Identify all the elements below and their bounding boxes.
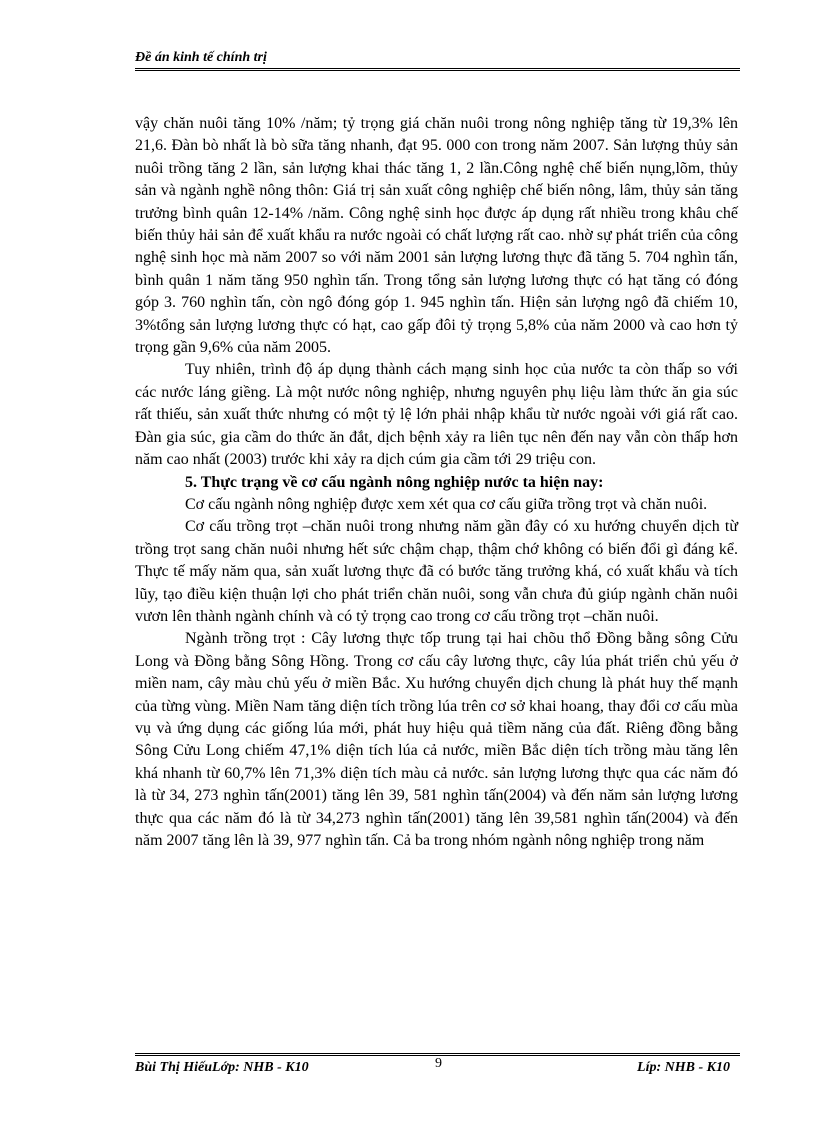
page-footer bbox=[135, 1053, 740, 1077]
document-body bbox=[135, 113, 738, 852]
section-paragraph-1: Cơ cấu ngành nông nghiệp được xem xét qua cơ cấu giữa trồng trọt và chăn nuôi. bbox=[185, 495, 708, 513]
header-title: Đề án kinh tế chính trị bbox=[135, 50, 267, 65]
body-paragraph-1: vậy chăn nuôi tăng 10% /năm; tỷ trọng giá chăn nuôi trong nông nghiệp tăng từ 19,3% lên 21,6. Đàn bò nhất là bò sữa tăng nhanh, đạt 95. 000 con trong năm 2007. Sản lượng thủy sản nuôi trồng tăng 2 lần, sản lượng khai thác tăng 1, 2 lần.Công nghệ chế biến nụng,lõm, thủy sản và ngành nghề nông thôn: Giá trị sản xuất công nghiệp chế biến nông, lâm, thủy sản tăng trưởng bình quân 12-14% /năm. Công nghệ sinh học được áp dụng rất nhiều trong khâu chế biến thủy hải sản để xuất khẩu ra nước ngoài có chất lượng rất cao. nhờ sự phát triển của công nghệ sinh học mà năm 2007 so với năm 2001 sản lượng lương thực đã tăng 5. 704 nghìn tấn, bình quân 1 năm tăng 950 nghìn tấn. Trong tổng sản lượng lương thực có hạt tăng có đóng góp 3. 760 nghìn tấn, còn ngô đóng góp 1. 945 nghìn tấn. Hiện sản lượng ngô đã chiếm 10, 3%tổng sản lượng lương thực có hạt, cao gấp đôi tỷ trọng 5,8% của năm 2000 và cao hơn tỷ trọng gần 9,6% của năm 2005. bbox=[135, 115, 738, 357]
section-paragraph-2: Cơ cấu trồng trọt –chăn nuôi trong nhưng năm gần đây có xu hướng chuyển dịch từ trồng trọt sang chăn nuôi nhưng hết sức chậm chạp, thậm chớ không có biến đổi gì đáng kể. Thực tế mấy năm qua, sản xuất lương thực đã có bước tăng trưởng khá, có xuất khẩu và tích lũy, tạo điều kiện thuận lợi cho phát triển chăn nuôi, song vẫn chưa đủ giúp ngành chăn nuôi vươn lên thành ngành chính và có tỷ trọng cao trong cơ cấu trồng trọt –chăn nuôi. bbox=[135, 518, 738, 625]
header-rule bbox=[135, 68, 740, 71]
section-heading: 5. Thực trạng về cơ cấu ngành nông nghiệp nước ta hiện nay: bbox=[185, 473, 604, 491]
body-paragraph-2: Tuy nhiên, trình độ áp dụng thành cách mạng sinh học của nước ta còn thấp so với các nước láng giềng. Là một nước nông nghiệp, nhưng nguyên phụ liệu làm thức ăn gia súc rất thiếu, sản xuất thức nhưng có một tỷ lệ lớn phải nhập khẩu từ nước ngoài với giá rất cao. Đàn gia súc, gia cầm do thức ăn đắt, dịch bệnh xảy ra liên tục nên đến nay vẫn còn thấp hơn năm cao nhất (2003) trước khi xảy ra dịch cúm gia cầm tới 29 triệu con. bbox=[135, 361, 738, 469]
footer-author: Bùi Thị HiếuLớp: NHB - K10 bbox=[135, 1060, 309, 1075]
page-number: 9 bbox=[435, 1056, 442, 1071]
footer-class: Líp: NHB - K10 bbox=[637, 1060, 730, 1075]
section-paragraph-3: Ngành trồng trọt : Cây lương thực tốp trung tại hai chõu thổ Đồng bằng sông Cửu Long và Đồng bằng Sông Hồng. Trong cơ cấu cây lương thực, cây lúa phát triển chủ yếu ở miền nam, cây màu chủ yếu ở miền Bắc. Xu hướng chuyển dịch chung là phát huy thế mạnh của từng vùng. Miền Nam tăng diện tích trồng lúa trên cơ sở khai hoang, thay đổi cơ cấu mùa vụ và ứng dụng các giống lúa mới, phát huy hiệu quả tiềm năng của đất. Riêng đồng bằng Sông Cửu Long chiếm 47,1% diện tích lúa cả nước, miền Bắc diện tích trồng màu tăng lên khá nhanh từ 60,7% lên 71,3% diện tích màu cả nước. sản lượng lương thực qua các năm đó là từ 34, 273 nghìn tấn(2001) tăng lên 39, 581 nghìn tấn(2004) và đến năm sản lượng lương thực qua các năm đó là từ 34,273 nghìn tấn(2001) tăng lên 39,581 nghìn tấn(2004) và đến năm 2007 tăng lên là 39, 977 nghìn tấn. Cả ba trong nhóm ngành nông nghiệp trong năm bbox=[135, 630, 738, 849]
page-header bbox=[135, 50, 740, 72]
